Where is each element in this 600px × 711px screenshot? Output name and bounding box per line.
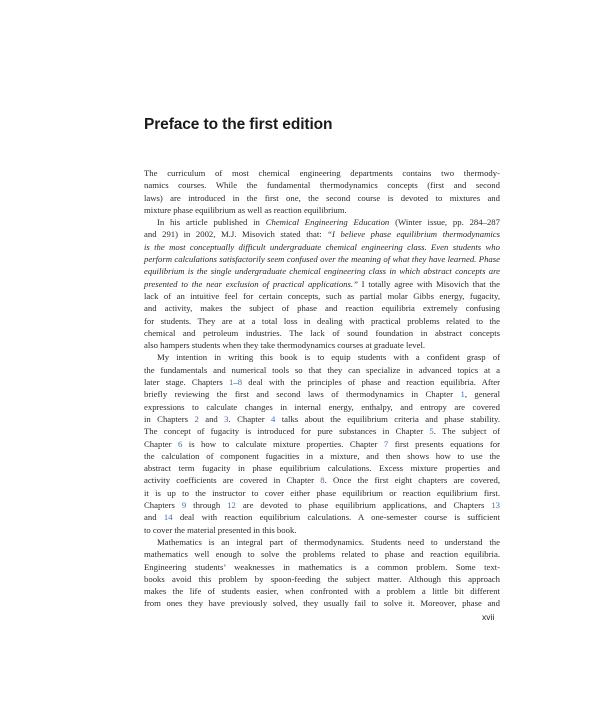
text-run: mixture phase equilibrium as well as reaction equilibrium. [144, 204, 347, 215]
text-run: The curriculum of most chemical engineering departments contains two thermody- [144, 168, 500, 178]
text-run: chemical and petroleum industries. The lack of sound foundation in abstract concepts [144, 327, 500, 338]
text-line [144, 474, 500, 486]
text-run: to cover the material presented in this book. [144, 524, 297, 535]
text-line [144, 376, 500, 388]
text-run: I totally agree with Misovich that the [357, 278, 500, 289]
text-line [144, 216, 500, 228]
text-line [144, 438, 500, 450]
text-run: expressions to calculate changes in internal energy, enthalpy, and entropy are covered [144, 401, 500, 412]
text-line [144, 339, 500, 351]
chapter-link[interactable]: 1 [229, 377, 234, 388]
text-run: in Chapters [144, 413, 195, 424]
italic-text: presented to the near exclusion of practical applications.” [144, 278, 358, 289]
text-line [144, 351, 500, 363]
text-line [144, 265, 500, 277]
text-line [144, 278, 500, 290]
text-line [144, 536, 500, 548]
text-line [144, 561, 500, 573]
page-number: xvii [482, 612, 495, 622]
text-run: it is up to the instructor to cover either phase equilibrium or reaction equilibrium first. [144, 487, 500, 498]
text-run: . The subject of [433, 426, 500, 437]
text-line [144, 315, 500, 327]
text-run: and 291) in 2002, M.J. Misovich stated that: [144, 229, 328, 240]
text-run: and [144, 512, 164, 523]
text-run: deal with reaction equilibrium calculations. A one-semester course is sufficient [172, 512, 500, 523]
italic-text: equilibrium is the single undergraduate chemical engineering class in which abstract concepts are [144, 266, 500, 277]
text-run: activity coefficients are covered in Chapter [144, 475, 321, 486]
text-line [144, 524, 500, 536]
text-run: In his article published in [157, 217, 266, 228]
text-run: talks about the equilibrium criteria and phase stability. [275, 413, 500, 424]
text-run: Mathematics is an integral part of thermodynamics. Students need to understand the [157, 536, 500, 547]
text-line [144, 253, 500, 265]
text-run: through [186, 500, 228, 511]
text-run: Engineering students’ weaknesses in mathematics is a common problem. Some text- [144, 561, 500, 572]
chapter-link[interactable]: 9 [181, 500, 187, 511]
text-line [144, 413, 500, 425]
preface-body [144, 167, 500, 610]
text-run: makes the life of students easier, when confronted with a problem a little bit different [144, 586, 500, 597]
page-title: Preface to the first edition [144, 116, 333, 133]
text-run: abstract term fugacity in phase equilibrium calculations. Excess mixture properties and [144, 463, 500, 474]
chapter-link[interactable]: 3 [224, 413, 229, 424]
text-run: Chapter [144, 438, 178, 449]
text-line [144, 192, 500, 204]
text-line [144, 425, 500, 437]
text-run: and activity, makes the subject of phase and reaction equilibria extremely confusing [144, 303, 500, 314]
text-run: . Once the first eight chapters are covered, [324, 475, 500, 486]
chapter-link[interactable]: 14 [163, 512, 173, 523]
chapter-link[interactable]: 13 [491, 500, 500, 511]
text-run: The concept of fugacity is introduced for pure substances in Chapter [144, 426, 430, 437]
text-line [144, 597, 500, 609]
text-line [144, 388, 500, 400]
text-run: books avoid this problem by spoon-feeding the subject matter. Although this approach [144, 573, 500, 584]
text-line [144, 241, 500, 253]
text-run: also hampers students when they take thermodynamics courses at graduate level. [144, 340, 426, 351]
text-line [144, 204, 500, 216]
chapter-link[interactable]: 4 [271, 413, 276, 424]
italic-text: “I believe phase equilibrium thermodynamics [327, 229, 500, 240]
text-run: is how to calculate mixture properties. Chapter [182, 438, 384, 449]
text-run: are devoted to phase equilibrium applications, and Chapters [235, 500, 492, 511]
text-run: the calculation of component fugacities in a mixture, and then shows how to use the [144, 450, 500, 461]
text-run: Chapters [144, 500, 182, 511]
text-line [144, 548, 500, 560]
text-line [144, 228, 500, 240]
italic-text: perform calculations satisfactorily seem confused over the meaning of what they have learned. Phase [144, 254, 500, 265]
text-run: laws) are introduced in the first one, the second course is devoted to mixtures and [144, 192, 500, 203]
italic-text: is the most conceptually difficult undergraduate chemical engineering class. Even students who [144, 241, 500, 252]
chapter-link[interactable]: 8 [237, 377, 243, 388]
text-run: the fundamentals and numerical tools so that they can specialize in advanced topics at a [144, 364, 500, 375]
chapter-link[interactable]: 8 [320, 475, 325, 486]
chapter-link[interactable]: 2 [194, 413, 199, 424]
text-line [144, 302, 500, 314]
text-run: namics courses. While the fundamental thermodynamics concepts (first and second [144, 180, 500, 191]
text-line [144, 167, 500, 179]
text-line [144, 401, 500, 413]
text-line [144, 499, 500, 511]
text-run: briefly reviewing the first and second laws of thermodynamics in Chapter [144, 389, 461, 400]
text-run: My intention in writing this book is to equip students with a confident grasp of [157, 352, 500, 363]
text-run: , general [464, 389, 500, 400]
chapter-link[interactable]: 7 [383, 438, 389, 449]
text-run: lack of an intuitive feel for certain concepts, such as partial molar Gibbs energy, fugacity, [144, 290, 500, 301]
chapter-link[interactable]: 5 [429, 426, 434, 437]
text-line [144, 327, 500, 339]
text-line [144, 290, 500, 302]
text-line [144, 511, 500, 523]
chapter-link[interactable]: 1 [460, 389, 465, 400]
text-line [144, 179, 500, 191]
text-run: . Chapter [228, 413, 272, 424]
italic-text: Chemical Engineering Education [265, 217, 390, 228]
text-run: mathematics well enough to solve the problems related to phase and reaction equilibria. [144, 549, 500, 560]
chapter-link[interactable]: 6 [177, 438, 183, 449]
text-line [144, 585, 500, 597]
text-line [144, 450, 500, 462]
text-run: for students. They are at a total loss in dealing with practical problems related to the [144, 315, 500, 326]
text-line [144, 487, 500, 499]
text-run: deal with the principles of phase and reaction equilibria. After [242, 377, 500, 388]
text-run: later stage. Chapters [144, 377, 230, 388]
text-line [144, 364, 500, 376]
text-line [144, 573, 500, 585]
text-run: (Winter issue, pp. 284–287 [389, 217, 500, 228]
text-run: and [198, 413, 225, 424]
text-run: from ones they have previously solved, they usually fail to solve it. Moreover, phase and [144, 598, 500, 609]
text-run: – [233, 377, 238, 388]
text-line [144, 462, 500, 474]
chapter-link[interactable]: 12 [227, 500, 236, 511]
text-run: first presents equations for [388, 438, 500, 449]
